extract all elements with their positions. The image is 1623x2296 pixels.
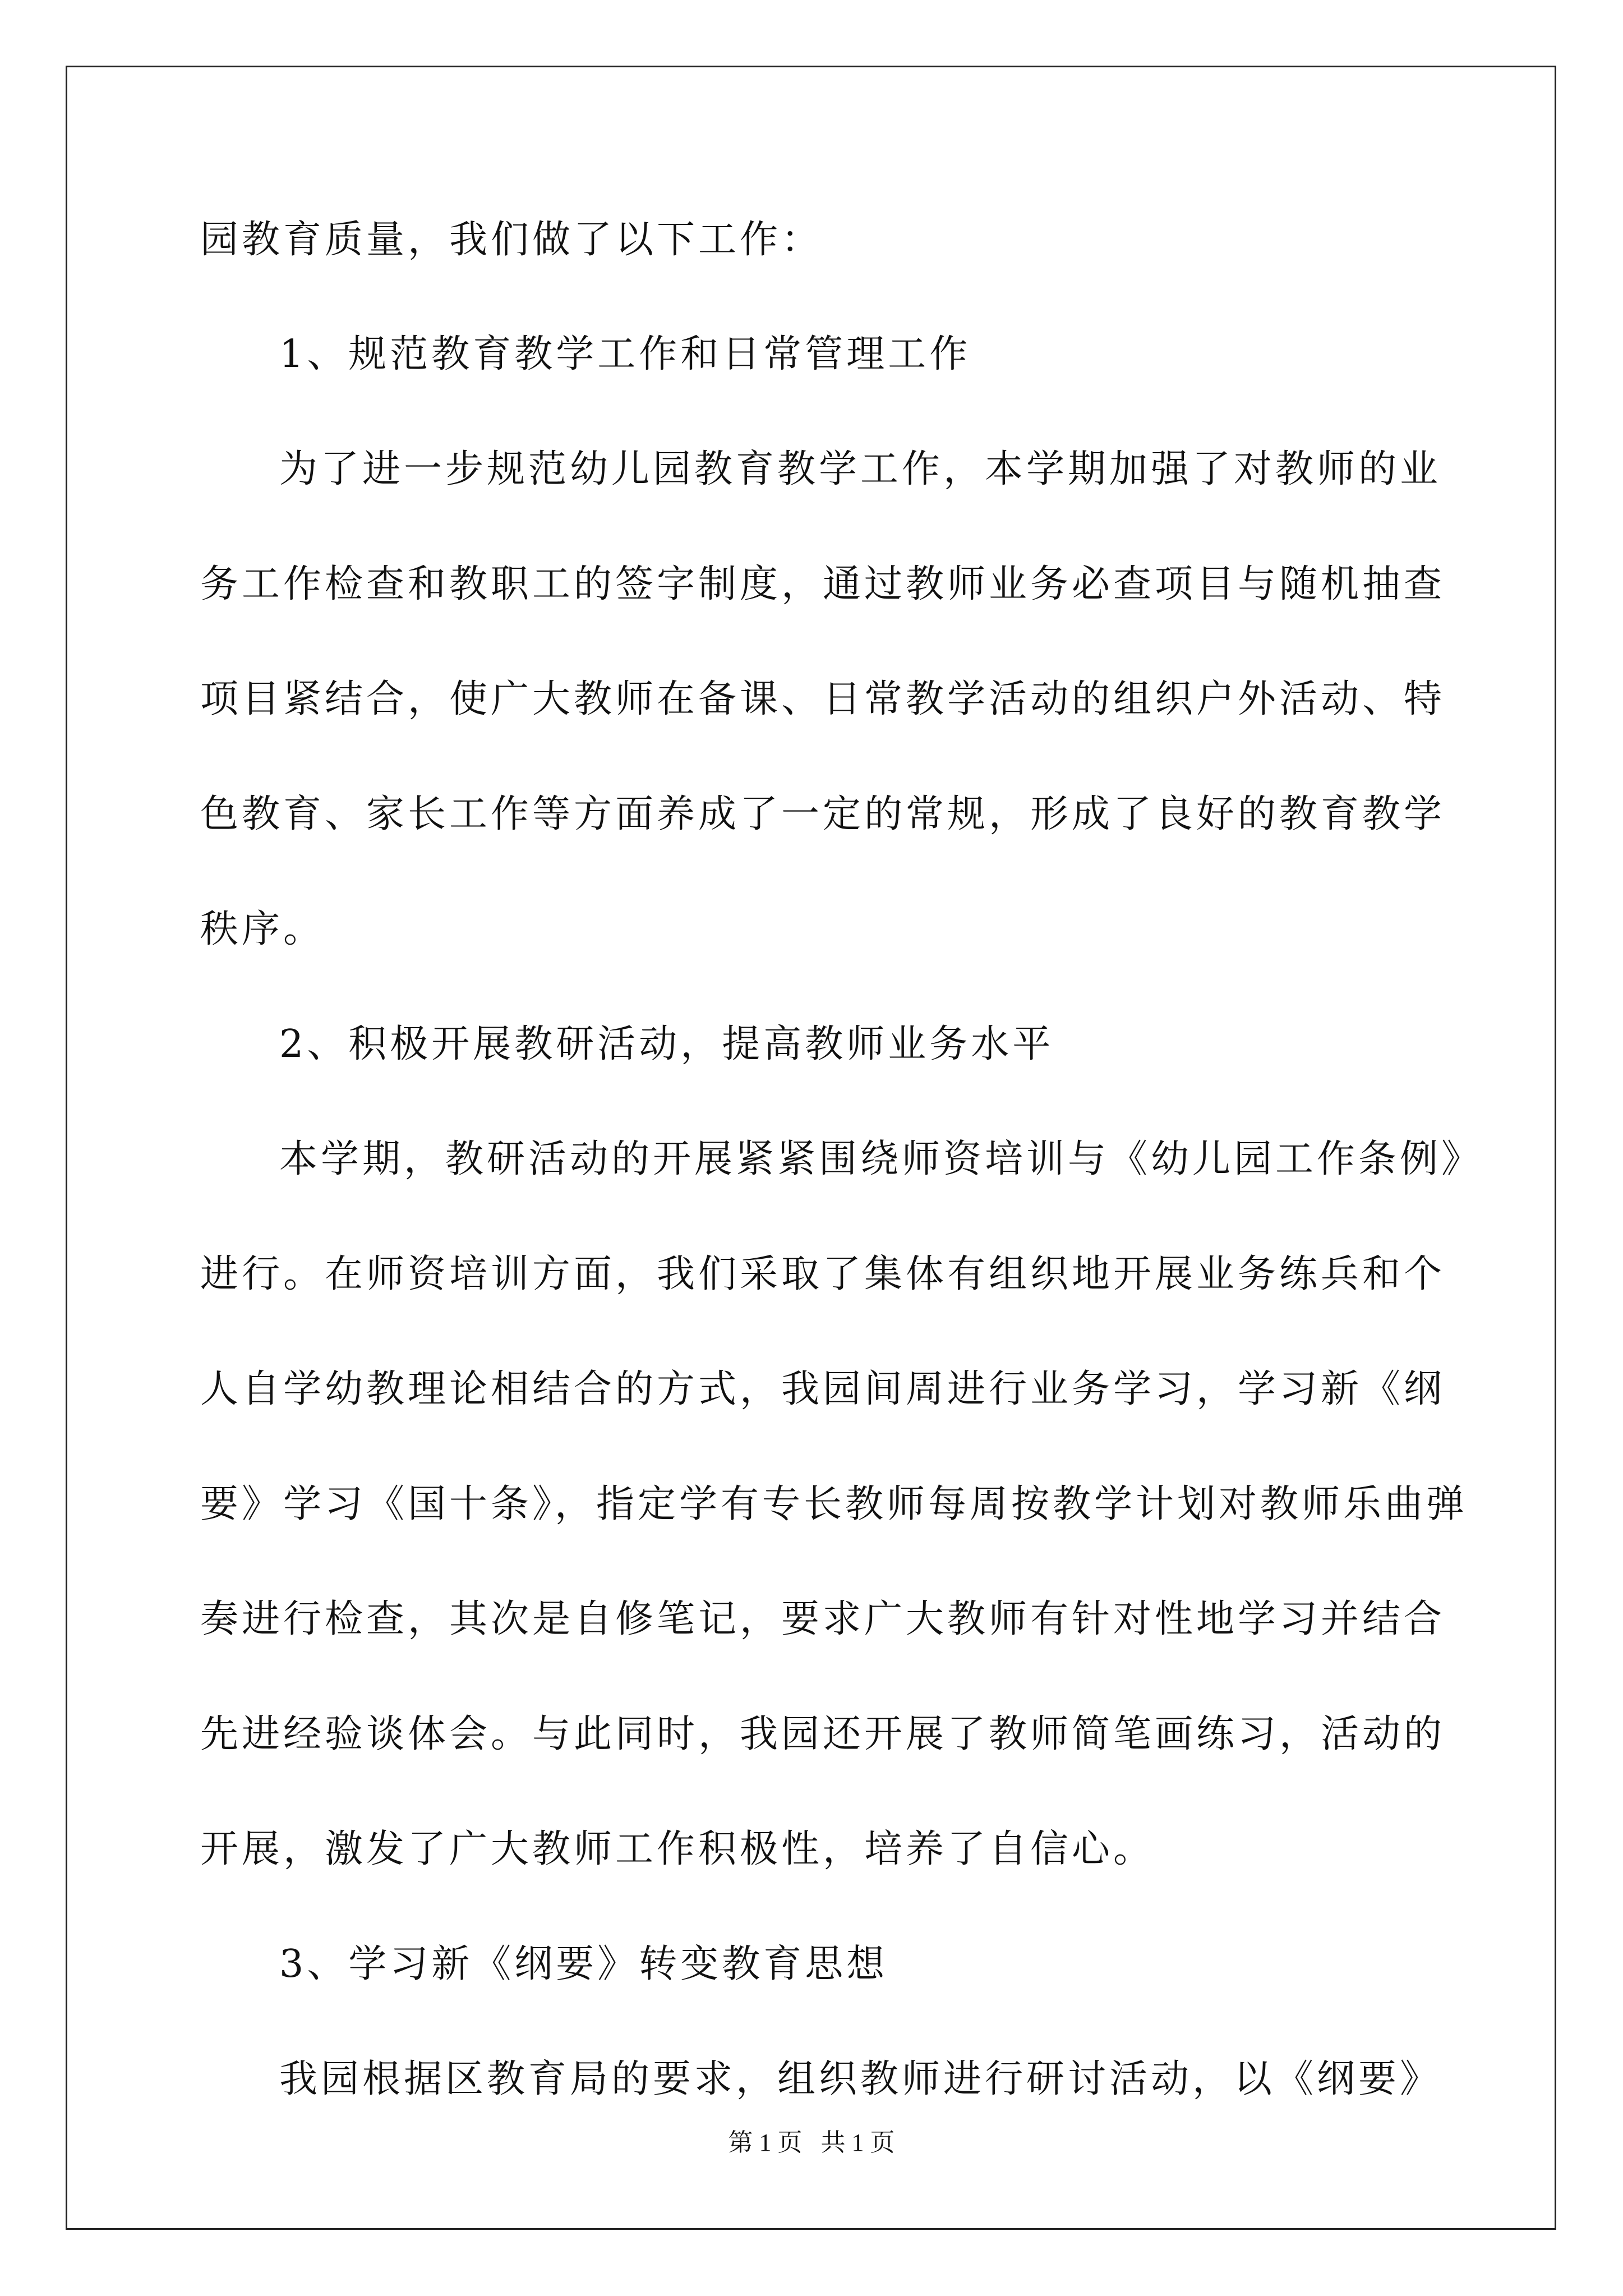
- body-text-line: 秩序。: [200, 907, 325, 951]
- body-text-line: 项目紧结合，使广大教师在备课、日常教学活动的组织户外活动、特: [200, 677, 1446, 721]
- body-text-line: 要》学习《国十条》，指定学有专长教师每周按教学计划对教师乐曲弹: [200, 1482, 1468, 1526]
- page-number-footer: 第 1 页 共 1 页: [728, 2129, 895, 2156]
- body-text-line: 进行。在师资培训方面，我们采取了集体有组织地开展业务练兵和个: [200, 1252, 1446, 1296]
- body-text-line: 开展，激发了广大教师工作积极性，培养了自信心。: [200, 1827, 1155, 1871]
- body-text-line: 奏进行检查，其次是自修笔记，要求广大教师有针对性地学习并结合: [200, 1597, 1446, 1641]
- section-heading-3: 3、学习新《纲要》转变教育思想: [279, 1942, 888, 1986]
- section-heading-1: 1、规范教育教学工作和日常管理工作: [279, 332, 971, 376]
- body-text-line: 本学期，教研活动的开展紧紧围绕师资培训与《幼儿园工作条例》: [279, 1137, 1483, 1181]
- body-text-line: 色教育、家长工作等方面养成了一定的常规，形成了良好的教育教学: [200, 792, 1446, 836]
- section-heading-2: 2、积极开展教研活动，提高教师业务水平: [279, 1022, 1054, 1066]
- body-text-line: 人自学幼教理论相结合的方式，我园间周进行业务学习，学习新《纲: [200, 1367, 1446, 1411]
- body-text-line: 为了进一步规范幼儿园教育教学工作，本学期加强了对教师的业: [279, 447, 1442, 491]
- body-text-line: 先进经验谈体会。与此同时，我园还开展了教师简笔画练习，活动的: [200, 1712, 1446, 1756]
- body-text-line: 务工作检查和教职工的签字制度，通过教师业务必查项目与随机抽查: [200, 562, 1446, 606]
- body-text-line: 我园根据区教育局的要求，组织教师进行研讨活动，以《纲要》: [279, 2057, 1442, 2101]
- body-text-line: 园教育质量，我们做了以下工作：: [200, 218, 823, 262]
